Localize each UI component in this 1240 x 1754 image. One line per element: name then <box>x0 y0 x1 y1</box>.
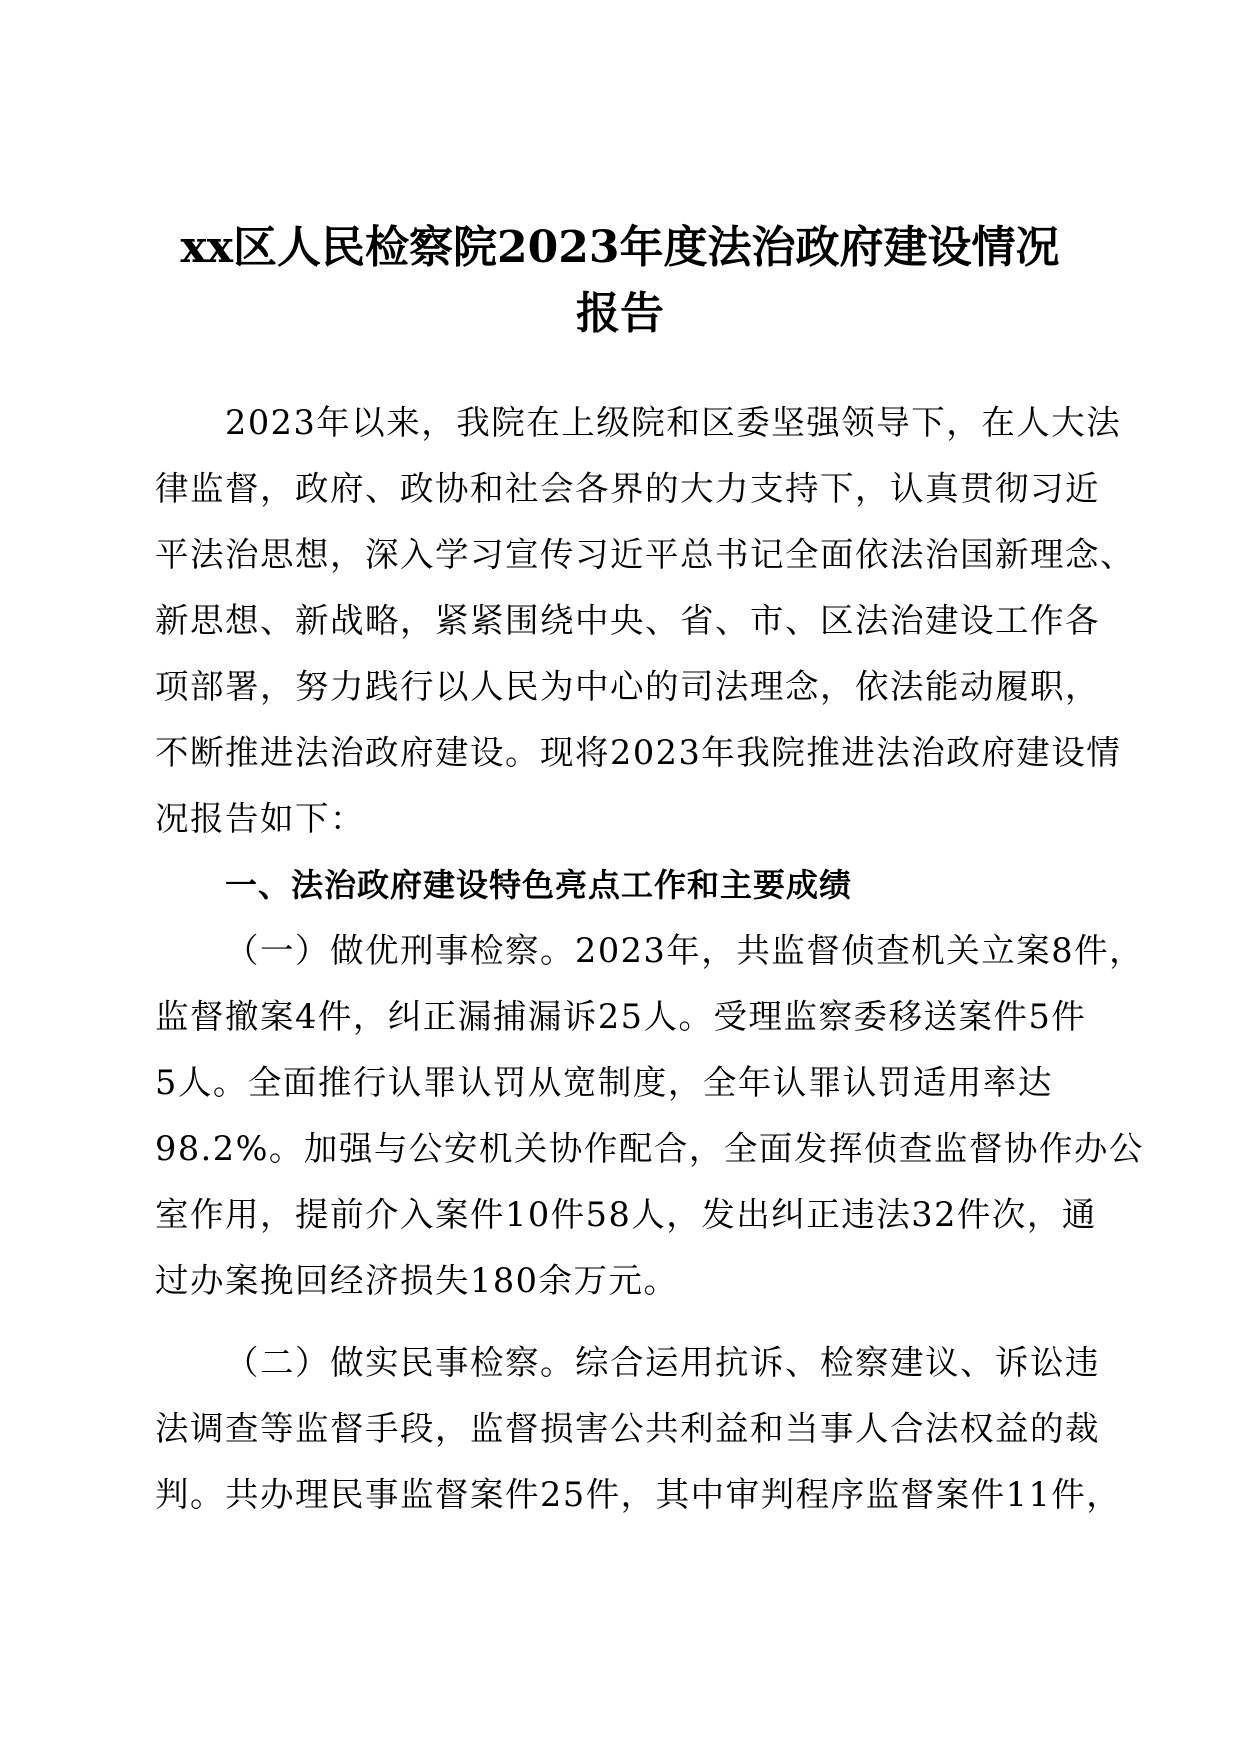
text-line: 不断推进法治政府建设。现将2023年我院推进法治政府建设情 <box>155 733 1122 772</box>
text-line: （二）做实民事检察。综合运用抗诉、检察建议、诉讼违 <box>225 1343 1100 1382</box>
text-line: 项部署，努力践行以人民为中心的司法理念，依法能动履职， <box>155 667 1100 706</box>
text-line: 5人。全面推行认罪认罚从宽制度，全年认罪认罚适用率达 <box>155 1063 1053 1102</box>
document-title-line-2: 报告 <box>576 288 664 339</box>
section-heading: 一、法治政府建设特色亮点工作和主要成绩 <box>225 866 853 904</box>
paragraph-criminal-procuratorial <box>155 918 1145 1314</box>
text-line: 判。共办理民事监督案件25件，其中审判程序监督案件11件， <box>155 1475 1122 1514</box>
text-line: 况报告如下： <box>155 799 365 838</box>
text-line: 法调查等监督手段，监督损害公共利益和当事人合法权益的裁 <box>155 1409 1100 1448</box>
document-title-line-1: xx区人民检察院2023年度法治政府建设情况 <box>180 222 1060 273</box>
paragraph-civil-procuratorial <box>155 1330 1122 1528</box>
text-line: 2023年以来，我院在上级院和区委坚强领导下，在人大法 <box>225 403 1122 442</box>
text-line: （一）做优刑事检察。2023年，共监督侦查机关立案8件， <box>225 931 1145 970</box>
text-line: 平法治思想，深入学习宣传习近平总书记全面依法治国新理念、 <box>155 535 1135 574</box>
text-line: 室作用，提前介入案件10件58人，发出纠正违法32件次，通 <box>155 1195 1097 1234</box>
text-line: 新思想、新战略，紧紧围绕中央、省、市、区法治建设工作各 <box>155 601 1100 640</box>
text-line: 98.2%。加强与公安机关协作配合，全面发挥侦查监督协作办公 <box>155 1129 1144 1168</box>
text-line: 监督撤案4件，纠正漏捕漏诉25人。受理监察委移送案件5件 <box>155 997 1087 1036</box>
intro-paragraph <box>155 390 1135 852</box>
text-line: 过办案挽回经济损失180余万元。 <box>155 1261 679 1300</box>
section-1-heading-block <box>155 852 1085 918</box>
text-line: 律监督，政府、政协和社会各界的大力支持下，认真贯彻习近 <box>155 469 1100 508</box>
